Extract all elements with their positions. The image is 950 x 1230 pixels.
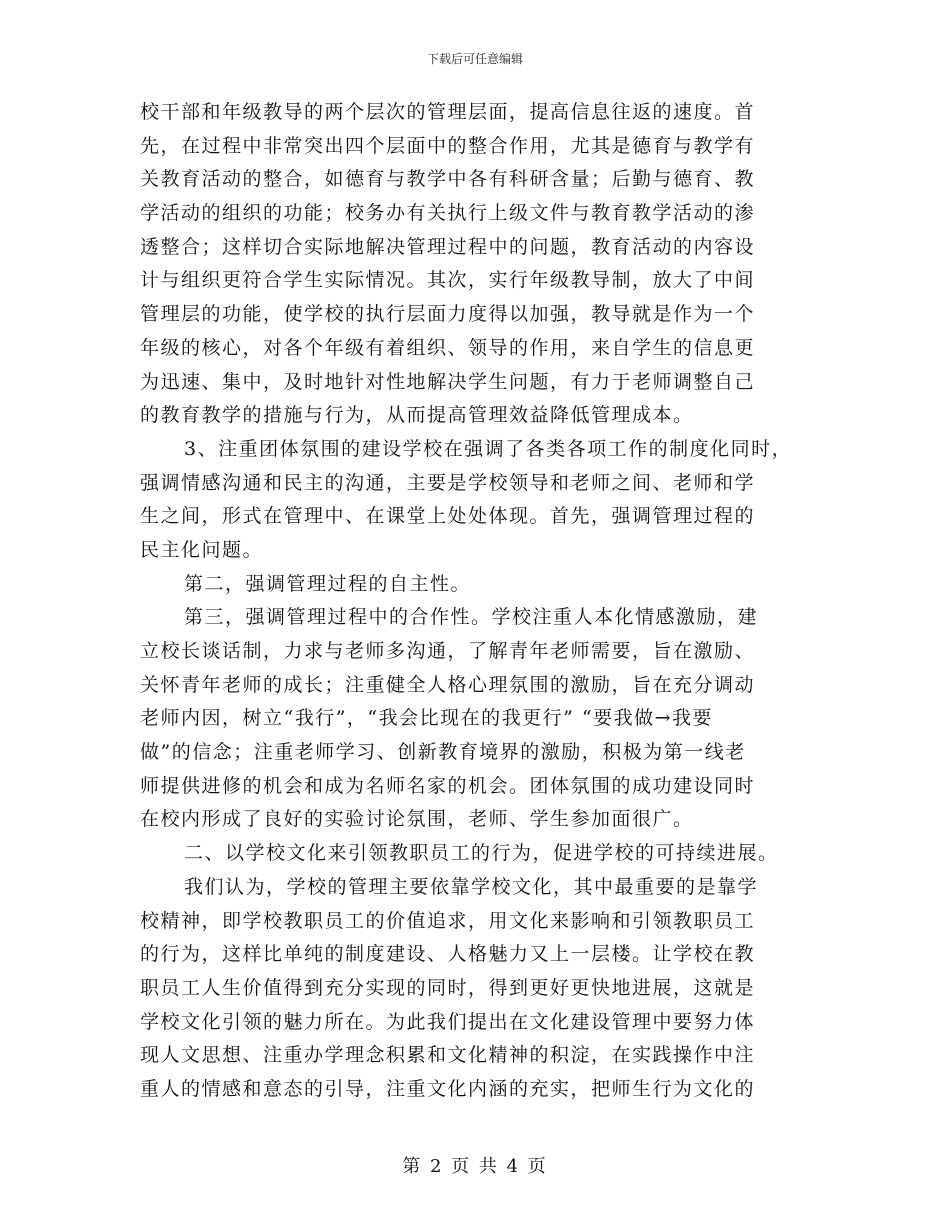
page-header: 下载后可任意编辑: [426, 52, 523, 66]
text-line: 为迅速、集中，及时地针对性地解决学生问题，有力于老师调整自己: [140, 370, 756, 393]
text-line: 职员工人生价值得到充分实现的同时，得到更好更快地进展，这就是: [140, 976, 756, 999]
text-line: 计与组织更符合学生实际情况。其次，实行年级教导制，放大了中间: [140, 269, 756, 292]
section-heading: 二、以学校文化来引领教职员工的行为，促进学校的可持续进展。: [184, 842, 779, 865]
text-line: 现人文思想、注重办学理念积累和文化精神的积淀，在实践操作中注: [140, 1044, 756, 1067]
paragraph-start: 第二，强调管理过程的自主性。: [184, 572, 472, 595]
text-line: 关怀青年老师的成长；注重健全人格心理氛围的激励，旨在充分调动: [140, 673, 756, 696]
text-line: 学活动的组织的功能；校务办有关执行上级文件与教育教学活动的渗: [140, 202, 756, 225]
text-line: 在校内形成了良好的实验讨论氛围，老师、学生参加面很广。: [140, 808, 694, 831]
page-number: 第 2 页 共 4 页: [402, 1156, 548, 1177]
text-line: 透整合；这样切合实际地解决管理过程中的问题，教育活动的内容设: [140, 235, 756, 258]
text-line: 立校长谈话制，力求与老师多沟通，了解青年老师需要，旨在激励、: [140, 640, 756, 662]
paragraph-start: 我们认为，学校的管理主要依靠学校文化，其中最重要的是靠学: [184, 875, 759, 898]
text-line: 师提供进修的机会和成为名师名家的机会。团体氛围的成功建设同时: [140, 774, 756, 797]
body-text: [140, 96, 830, 1107]
text-line: 校干部和年级教导的两个层次的管理层面，提高信息往返的速度。首: [140, 101, 756, 123]
text-line: 老师内因，树立“我行”，“我会比现在的我更行” “要我做→我要: [140, 707, 714, 730]
text-line: 重人的情感和意态的引导，注重文化内涵的充实，把师生行为文化的: [140, 1077, 756, 1100]
text-line: 强调情感沟通和民主的沟通，主要是学校领导和老师之间、老师和学: [140, 471, 756, 494]
text-line: 关教育活动的整合，如德育与教学中各有科研含量；后勤与德育、教: [140, 168, 756, 191]
text-line: 做”的信念；注重老师学习、创新教育境界的激励，积极为第一线老: [140, 741, 746, 764]
text-line: 年级的核心，对各个年级有着组织、领导的作用，来自学生的信息更: [140, 336, 756, 359]
text-line: 学校文化引领的魅力所在。为此我们提出在文化建设管理中要努力体: [140, 1010, 756, 1033]
text-line: 先，在过程中非常突出四个层面中的整合作用，尤其是德育与教学有: [140, 134, 756, 157]
text-line: 管理层的功能，使学校的执行层面力度得以加强，教导就是作为一个: [140, 303, 756, 326]
text-line: 生之间，形式在管理中、在课堂上处处体现。首先，强调管理过程的: [140, 505, 756, 528]
text-line: 民主化问题。: [140, 538, 264, 561]
paragraph-start: 第三，强调管理过程中的合作性。学校注重人本化情感激励，建: [184, 606, 759, 629]
paragraph-heading: 3、注重团体氛围的建设学校在强调了各类各项工作的制度化同时，: [184, 437, 793, 460]
text-line: 的教育教学的措施与行为，从而提高管理效益降低管理成本。: [140, 404, 694, 427]
text-line: 的行为，这样比单纯的制度建设、人格魅力又上一层楼。让学校在教: [140, 943, 756, 966]
text-line: 校精神，即学校教职员工的价值追求，用文化来影响和引领教职员工: [140, 909, 756, 932]
